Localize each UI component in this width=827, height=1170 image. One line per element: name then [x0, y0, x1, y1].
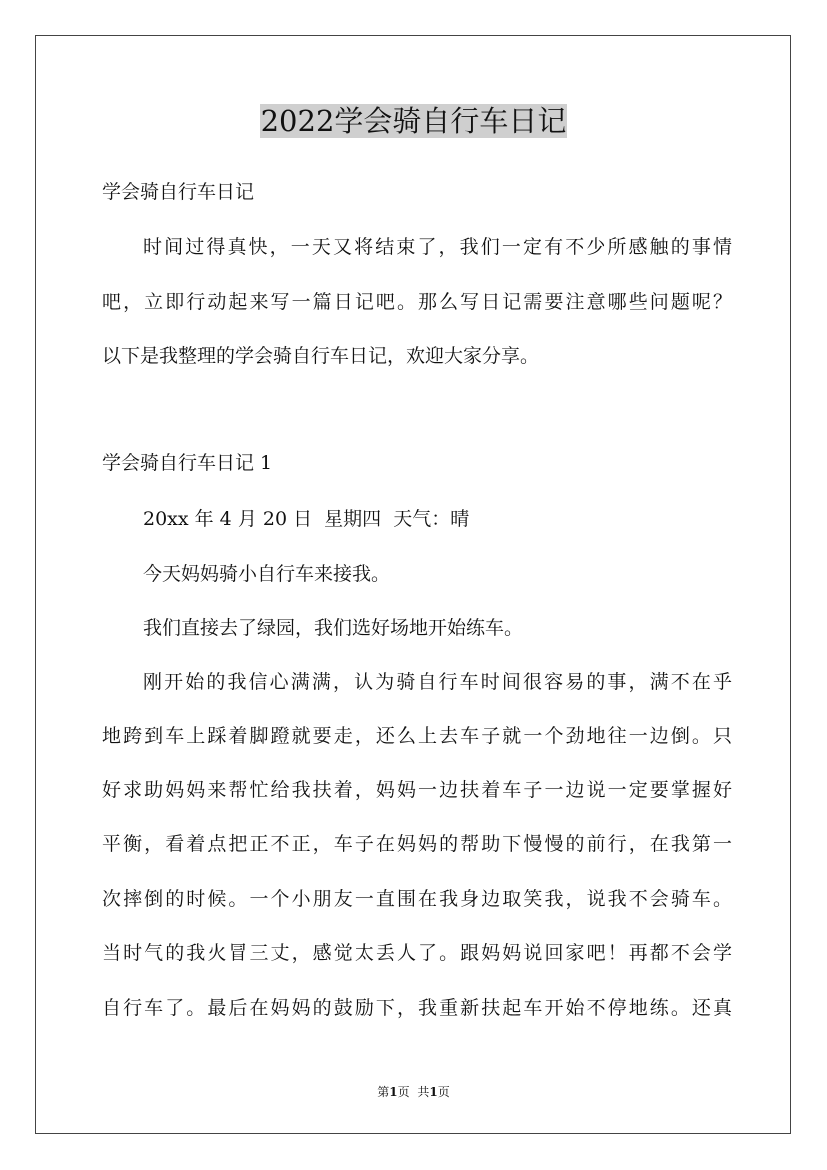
page-label-prefix: 第 [377, 1085, 390, 1099]
total-label-prefix: 共 [417, 1085, 430, 1099]
document-title: 2022学会骑自行车日记 [260, 104, 567, 138]
paragraph-line: 好求助妈妈来帮忙给我扶着，妈妈一边扶着车子一边说一定要掌握好 [102, 779, 732, 801]
total-pages: 1 [429, 1085, 438, 1099]
paragraph-line: 吧，立即行动起来写一篇日记吧。那么写日记需要注意哪些问题呢？ [102, 291, 732, 313]
page-number: 1 [389, 1085, 398, 1099]
paragraph-line: 我们直接去了绿园，我们选好场地开始练车。 [143, 617, 524, 639]
total-label-suffix: 页 [437, 1085, 450, 1099]
page-label-suffix: 页 [397, 1085, 410, 1099]
paragraph-line: 地跨到车上踩着脚蹬就要走，还么上去车子就一个劲地往一边倒。只 [102, 725, 732, 747]
section-heading: 学会骑自行车日记 [102, 181, 255, 203]
entry-heading: 学会骑自行车日记 1 [102, 452, 273, 474]
paragraph-line: 时间过得真快，一天又将结束了，我们一定有不少所感触的事情 [143, 236, 732, 258]
paragraph-line: 刚开始的我信心满满，认为骑自行车时间很容易的事，满不在乎 [143, 671, 732, 693]
entry-date-line: 20xx 年 4 月 20 日 星期四 天气：晴 [143, 508, 470, 530]
page-footer [0, 1083, 827, 1101]
paragraph-line: 平衡，看着点把正不正，车子在妈妈的帮助下慢慢的前行，在我第一 [102, 833, 732, 855]
paragraph-line: 次摔倒的时候。一个小朋友一直围在我身边取笑我，说我不会骑车。 [102, 888, 732, 910]
paragraph-line: 今天妈妈骑小自行车来接我。 [143, 563, 391, 585]
paragraph-line: 当时气的我火冒三丈，感觉太丢人了。跟妈妈说回家吧！再都不会学 [102, 942, 732, 964]
paragraph-line: 自行车了。最后在妈妈的鼓励下，我重新扶起车开始不停地练。还真 [102, 997, 732, 1019]
paragraph-line: 以下是我整理的学会骑自行车日记，欢迎大家分享。 [102, 345, 540, 367]
